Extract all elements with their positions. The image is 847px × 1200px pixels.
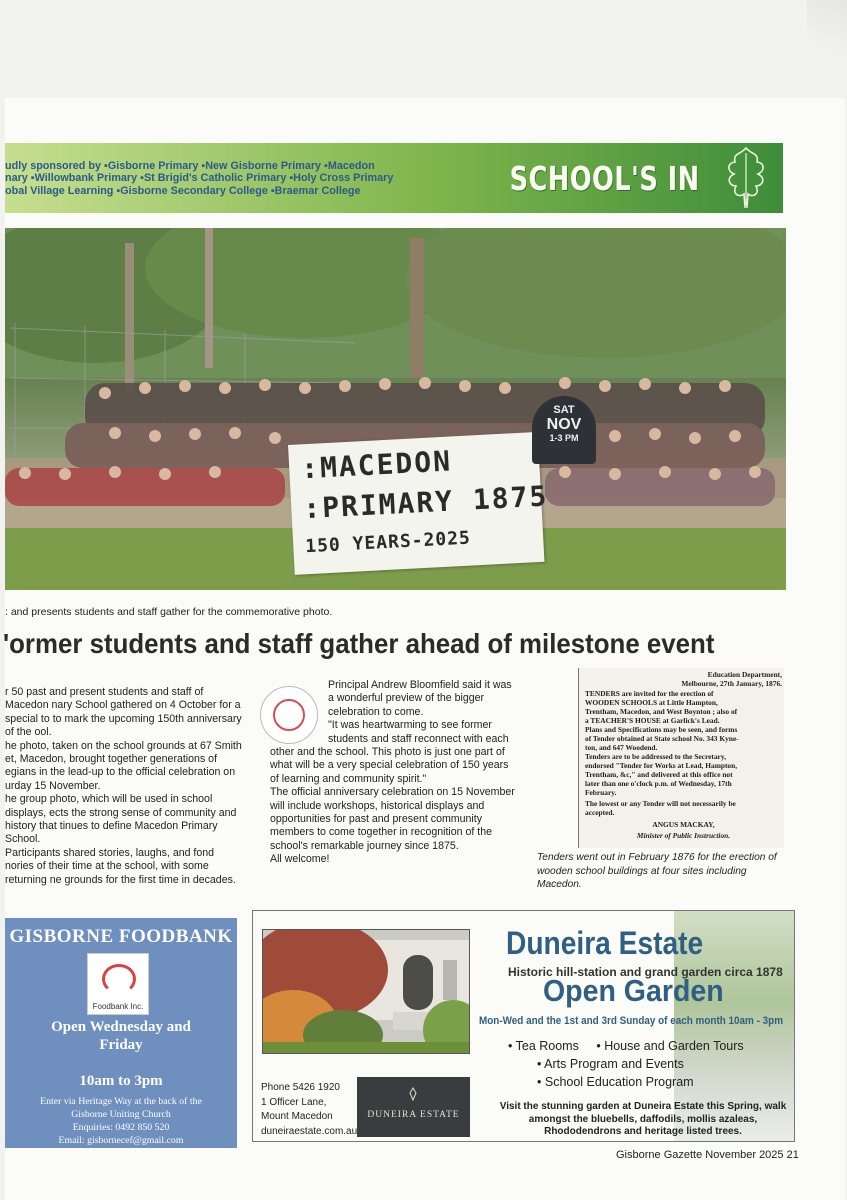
clipping-line: The lowest or any Tender will not necessarily be bbox=[585, 799, 736, 808]
foodbank-logo-text: Foodbank Inc. bbox=[92, 1002, 144, 1011]
article-paragraph: Participants shared stories, laughs, and fond nories of their time at the school, with some returning ne grounds for the first time in decades. bbox=[5, 846, 236, 886]
features-list bbox=[537, 1055, 694, 1091]
banner-line-3: 150 YEARS-2025 bbox=[304, 527, 472, 558]
article-paragraph: other and the school. This photo is just one part of what will be a very special celebration of 150 years of learning and community spirit." bbox=[270, 746, 509, 785]
estate-title: Duneira Estate bbox=[506, 925, 704, 961]
estate-logo bbox=[357, 1077, 470, 1137]
clipping-line: a TEACHER'S HOUSE at Garlick's Lead. bbox=[585, 716, 720, 725]
article-paragraph: "It was heartwarming to see former students and staff reconnect with each bbox=[328, 719, 509, 745]
article-paragraph: he photo, taken on the school grounds at 67 Smith et, Macedon, brought together generations of egians in the lead-up to the official celebration on urday 15 November. bbox=[5, 739, 242, 792]
clipping-line: endorsed "Tender for Works at Lead, Hampton, bbox=[585, 761, 738, 770]
estate-address-2: Mount Macedon bbox=[261, 1111, 333, 1122]
estate-phone: Phone 5426 1920 bbox=[261, 1082, 340, 1093]
foodbank-title: GISBORNE FOODBANK bbox=[9, 926, 233, 947]
banner-line-2: :PRIMARY 1875 bbox=[302, 479, 550, 526]
estate-subtitle: Historic hill-station and grand garden circa 1878 bbox=[508, 965, 783, 979]
clipping-line: TENDERS are invited for the erection of bbox=[585, 689, 714, 698]
foodbank-open-line-2: Friday bbox=[99, 1037, 143, 1053]
clipping-line: Education Department, bbox=[707, 670, 782, 679]
estate-website: duneiraestate.com.au bbox=[261, 1125, 358, 1137]
article-paragraph: r 50 past and present students and staff of Macedon nary School gathered on 4 October for a special to to mark the upcoming 150th anniversary of the ool. bbox=[5, 686, 242, 739]
feature-item: • School Education Program bbox=[537, 1073, 694, 1091]
article-column-1 bbox=[5, 686, 245, 887]
clipping-line: Plans and Specifications may be seen, and forms bbox=[585, 725, 738, 734]
page-fold-corner bbox=[807, 0, 847, 90]
page-footer: Gisborne Gazette November 2025 21 bbox=[616, 1149, 799, 1161]
estate-crest-icon bbox=[404, 1087, 422, 1101]
foodbank-open-line-1: Open Wednesday and bbox=[51, 1019, 191, 1035]
foodbank-hours: 10am to 3pm bbox=[79, 1073, 163, 1089]
feature-item: • House and Garden Tours bbox=[596, 1039, 743, 1053]
clipping-line: of Tender obtained at State school No. 343 Kyne- bbox=[585, 734, 739, 743]
tender-clipping bbox=[578, 668, 784, 848]
clipping-line: Minister of Public Instruction. bbox=[636, 831, 731, 840]
article-headline: 'ormer students and staff gather ahead of milestone event bbox=[3, 628, 715, 659]
estate-promo: Visit the stunning garden at Duneira Estate this Spring, walk amongst the bluebells, daffodils, mollis azaleas, Rhododendrons and heritage listed trees. bbox=[499, 1101, 787, 1137]
clipping-caption: Tenders went out in February 1876 for the erection of wooden school buildings at four sites including Macedon. bbox=[537, 852, 777, 890]
oak-leaf-icon bbox=[721, 145, 771, 211]
estate-contact bbox=[261, 1081, 357, 1139]
anniversary-banner bbox=[288, 432, 550, 575]
clipping-line: accepted. bbox=[585, 808, 615, 817]
clipping-line: February. bbox=[585, 788, 617, 797]
foodbank-enquiries: Enquiries: 0492 850 520 bbox=[72, 1122, 170, 1133]
clipping-line: later than one o'clock p.m. of Wednesday, 17th bbox=[585, 779, 732, 788]
article-paragraph: Principal Andrew Bloomfield said it was a wonderful preview of the bigger celebration to come. bbox=[328, 679, 512, 718]
estate-photo bbox=[262, 929, 470, 1054]
clipping-line: Melbourne, 27th January, 1876. bbox=[681, 679, 782, 688]
clipping-line: Trentham, &c," and delivered at this office not bbox=[585, 770, 733, 779]
opening-days: Mon-Wed and the 1st and 3rd Sunday of each month 10am - 3pm bbox=[479, 1015, 784, 1027]
section-title: SCHOOL'S IN bbox=[509, 159, 699, 198]
banner-line-1: :MACEDON bbox=[300, 444, 453, 486]
sign-line-1: SAT bbox=[553, 404, 575, 416]
foodbank-ad bbox=[5, 918, 237, 1148]
article-paragraph: All welcome! bbox=[270, 853, 330, 866]
clipping-line: Tenders are to be addressed to the Secretary, bbox=[585, 752, 726, 761]
open-garden-heading: Open Garden bbox=[543, 973, 724, 1008]
features-row bbox=[508, 1037, 758, 1055]
foodbank-entry-line-2: Gisborne Uniting Church bbox=[71, 1109, 171, 1120]
clipping-line: Trentham, Macedon, and West Boynton ; also of bbox=[585, 707, 738, 716]
clipping-line: ton, and 647 Woodend. bbox=[585, 743, 658, 752]
foodbank-entry-line-1: Enter via Heritage Way at the back of the bbox=[40, 1096, 202, 1107]
clipping-line: ANGUS MACKAY, bbox=[652, 820, 715, 829]
sign-line-3: 1-3 PM bbox=[549, 433, 579, 443]
sign-line-2: NOV bbox=[546, 416, 582, 433]
foodbank-logo-icon bbox=[87, 953, 149, 1015]
article-paragraph: The official anniversary celebration on 15 November will include workshops, historical displays and opportunities for past and present community members to come together in recognition of the school's remarkable journey since 1875. bbox=[270, 786, 515, 852]
foodbank-email: Email: gisbornecef@gmail.com bbox=[58, 1135, 184, 1146]
sponsor-line-3: obal Village Learning ▪Gisborne Secondary College ▪Braemar College bbox=[5, 185, 361, 197]
date-sign bbox=[532, 396, 596, 464]
article-paragraph: he group photo, which will be used in school displays, ects the strong sense of community and history that tinues to define Macedon Primary School. bbox=[5, 793, 237, 846]
article-column-2 bbox=[270, 679, 520, 867]
estate-logo-text: DUNEIRA ESTATE bbox=[367, 1110, 460, 1120]
feature-item: • Arts Program and Events bbox=[537, 1055, 694, 1073]
sponsor-line-1: udly sponsored by ▪Gisborne Primary ▪New Gisborne Primary ▪Macedon bbox=[5, 160, 375, 172]
estate-address-1: 1 Officer Lane, bbox=[261, 1096, 327, 1108]
photo-caption: : and presents students and staff gather for the commemorative photo. bbox=[5, 606, 333, 618]
sponsor-band bbox=[5, 143, 783, 213]
feature-item: • Tea Rooms bbox=[508, 1039, 579, 1053]
duneira-ad bbox=[252, 910, 795, 1142]
clipping-line: WOODEN SCHOOLS at Little Hampton, bbox=[585, 698, 718, 707]
estate-photo-scene bbox=[263, 930, 470, 1054]
sponsor-line-2: nary ▪Willowbank Primary ▪St Brigid's Catholic Primary ▪Holy Cross Primary bbox=[5, 172, 394, 184]
